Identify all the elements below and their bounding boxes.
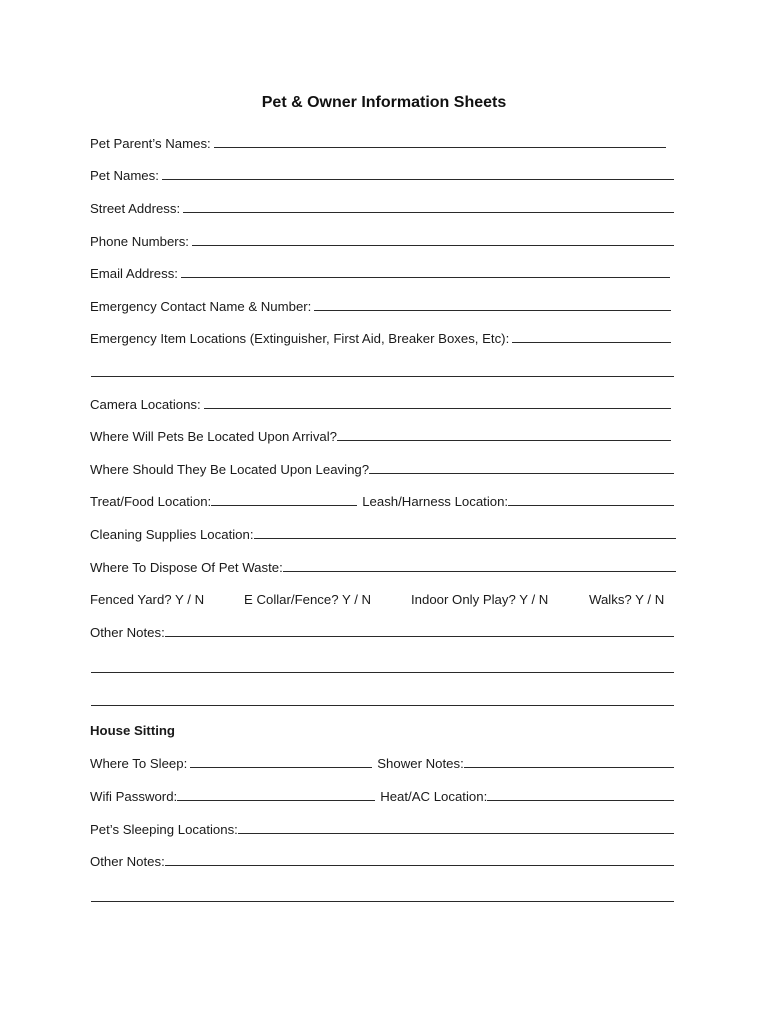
pet-waste-label: Where To Dispose Of Pet Waste: <box>90 560 283 575</box>
pets-arrival-label: Where Will Pets Be Located Upon Arrival? <box>90 429 338 444</box>
emergency-contact-field[interactable] <box>90 296 671 314</box>
camera-locations-label: Camera Locations: <box>90 397 201 412</box>
cleaning-supplies-line[interactable] <box>254 538 677 539</box>
emergency-items-extra-line[interactable] <box>91 376 674 377</box>
street-address-label: Street Address: <box>90 201 181 216</box>
other-notes-extra-line-1[interactable] <box>91 672 674 673</box>
pet-parents-field[interactable] <box>90 133 666 151</box>
street-address-line[interactable] <box>183 212 674 213</box>
phone-numbers-line[interactable] <box>192 245 674 246</box>
emergency-items-line[interactable] <box>512 342 671 343</box>
pets-sleeping-line[interactable] <box>238 833 674 834</box>
house-other-notes-extra-line[interactable] <box>91 901 674 902</box>
emergency-contact-line[interactable] <box>314 310 671 311</box>
pets-sleeping-field[interactable] <box>90 819 674 837</box>
wifi-password-label: Wifi Password: <box>90 789 178 804</box>
pets-leaving-label: Where Should They Be Located Upon Leaving? <box>90 462 370 477</box>
emergency-contact-label: Emergency Contact Name & Number: <box>90 299 312 314</box>
pet-names-label: Pet Names: <box>90 168 159 183</box>
cleaning-supplies-field[interactable] <box>90 524 676 542</box>
leash-harness-label: Leash/Harness Location: <box>362 494 509 509</box>
house-other-notes-label: Other Notes: <box>90 854 165 869</box>
treat-leash-row <box>90 491 674 509</box>
fenced-yard-question[interactable]: Fenced Yard? Y / N <box>90 592 205 607</box>
other-notes-extra-line-2[interactable] <box>91 705 674 706</box>
other-notes-line[interactable] <box>165 636 674 637</box>
sleep-shower-row <box>90 753 674 771</box>
email-address-line[interactable] <box>181 277 670 278</box>
emergency-items-label: Emergency Item Locations (Extinguisher, First Aid, Breaker Boxes, Etc): <box>90 331 510 346</box>
pets-sleeping-label: Pet’s Sleeping Locations: <box>90 822 238 837</box>
email-address-label: Email Address: <box>90 266 178 281</box>
treat-food-label: Treat/Food Location: <box>90 494 212 509</box>
where-to-sleep-line[interactable] <box>190 767 372 768</box>
house-other-notes-line[interactable] <box>165 865 674 866</box>
camera-locations-line[interactable] <box>204 408 671 409</box>
phone-numbers-field[interactable] <box>90 231 674 249</box>
email-address-field[interactable] <box>90 263 670 281</box>
cleaning-supplies-label: Cleaning Supplies Location: <box>90 527 254 542</box>
wifi-heat-row <box>90 786 674 804</box>
pet-names-field[interactable] <box>90 165 674 183</box>
street-address-field[interactable] <box>90 198 674 216</box>
pet-waste-line[interactable] <box>283 571 676 572</box>
pets-arrival-field[interactable] <box>90 426 671 444</box>
indoor-play-question[interactable]: Indoor Only Play? Y / N <box>411 592 549 607</box>
page-title: Pet & Owner Information Sheets <box>261 94 507 111</box>
pet-parents-label: Pet Parent’s Names: <box>90 136 211 151</box>
pet-waste-field[interactable] <box>90 557 676 575</box>
wifi-password-line[interactable] <box>177 800 375 801</box>
walks-question[interactable]: Walks? Y / N <box>589 592 665 607</box>
house-sitting-heading: House Sitting <box>90 723 175 738</box>
shower-notes-line[interactable] <box>464 767 674 768</box>
pet-names-line[interactable] <box>162 179 674 180</box>
phone-numbers-label: Phone Numbers: <box>90 234 189 249</box>
pets-leaving-line[interactable] <box>369 473 674 474</box>
other-notes-field[interactable] <box>90 622 674 640</box>
e-collar-question[interactable]: E Collar/Fence? Y / N <box>244 592 372 607</box>
pets-arrival-line[interactable] <box>337 440 671 441</box>
where-to-sleep-label: Where To Sleep: <box>90 756 188 771</box>
camera-locations-field[interactable] <box>90 394 671 412</box>
heat-ac-line[interactable] <box>487 800 674 801</box>
heat-ac-label: Heat/AC Location: <box>380 789 488 804</box>
shower-notes-label: Shower Notes: <box>377 756 464 771</box>
treat-food-line[interactable] <box>211 505 357 506</box>
pet-parents-line[interactable] <box>214 147 666 148</box>
house-other-notes-field[interactable] <box>90 851 674 869</box>
emergency-items-field[interactable] <box>90 328 671 346</box>
other-notes-label: Other Notes: <box>90 625 165 640</box>
leash-harness-line[interactable] <box>508 505 674 506</box>
pets-leaving-field[interactable] <box>90 459 674 477</box>
